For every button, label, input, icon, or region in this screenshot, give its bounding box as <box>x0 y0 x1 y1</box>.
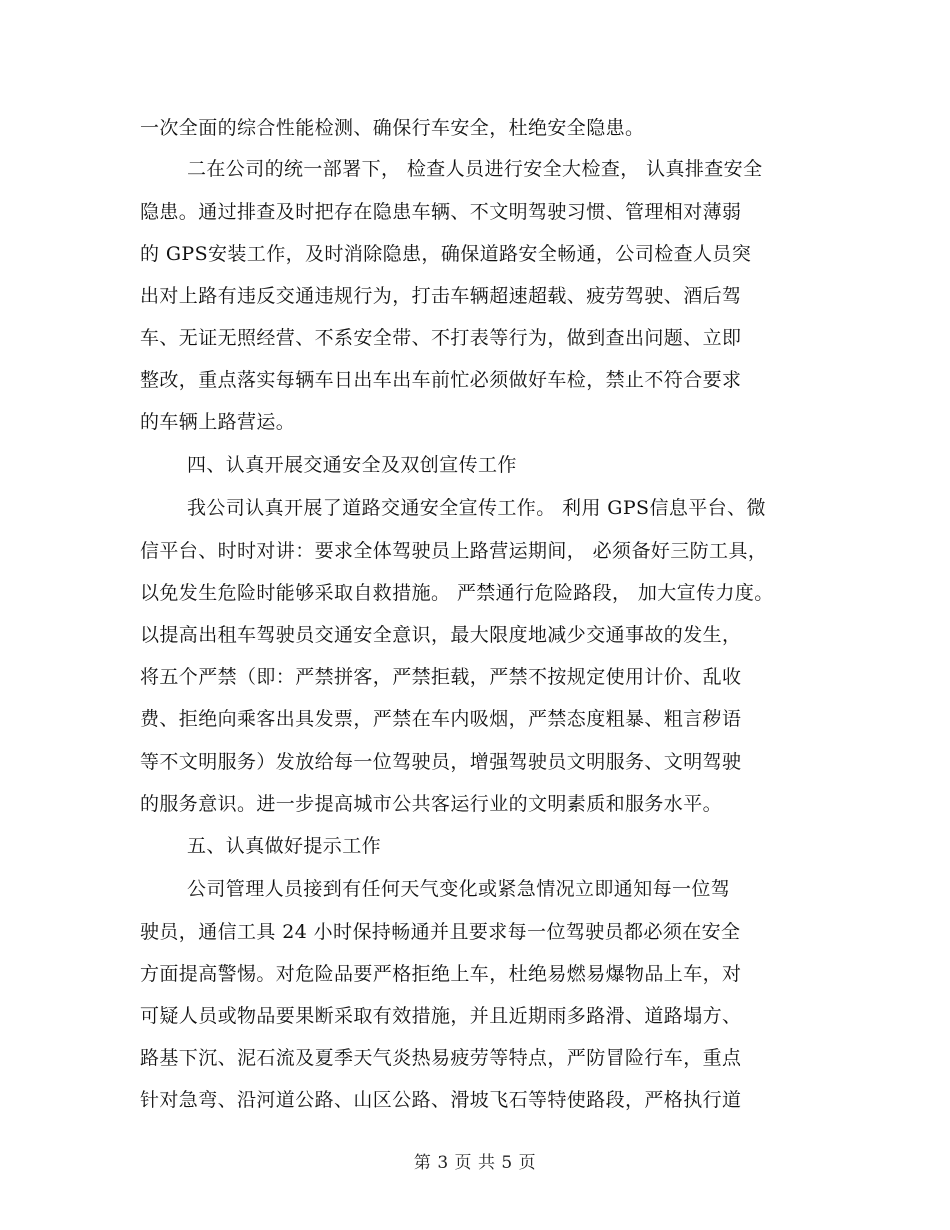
body-text-line: 驶员，通信工具 24 小时保持畅通并且要求每一位驾驶员都必须在安全 <box>140 921 741 943</box>
body-text-line: 车、无证无照经营、不系安全带、不打表等行为，做到查出问题、立即 <box>140 327 742 349</box>
body-text-line: 的服务意识。进一步提高城市公共客运行业的文明素质和服务水平。 <box>140 793 723 815</box>
body-text-line: 二在公司的统一部署下， 检查人员进行安全大检查， 认真排查安全 <box>187 158 763 180</box>
body-text-line: 我公司认真开展了道路交通安全宣传工作。 利用 GPS信息平台、微 <box>187 497 766 519</box>
body-text-line: 公司管理人员接到有任何天气变化或紧急情况立即通知每一位驾 <box>187 878 731 900</box>
body-text-line: 针对急弯、沿河道公路、山区公路、滑坡飞石等特使路段，严格执行道 <box>140 1089 742 1111</box>
body-text-line: 出对上路有违反交通违规行为，打击车辆超速超载、疲劳驾驶、酒后驾 <box>140 285 742 307</box>
body-text-line: 将五个严禁（即：严禁拼客，严禁拒载，严禁不按规定使用计价、乱收 <box>140 666 742 688</box>
body-text-line: 一次全面的综合性能检测、确保行车安全，杜绝安全隐患。 <box>140 117 645 139</box>
section-heading: 五、认真做好提示工作 <box>187 835 382 857</box>
body-text-line: 整改，重点落实每辆车日出车出车前忙必须做好车检，禁止不符合要求 <box>140 369 742 391</box>
body-text-line: 以免发生危险时能够采取自救措施。 严禁通行危险路段， 加大宣传力度。 <box>140 582 774 604</box>
body-text-line: 信平台、时时对讲：要求全体驾驶员上路营运期间， 必须备好三防工具， <box>140 540 768 562</box>
page-number-footer: 第 3 页 共 5 页 <box>413 1153 537 1173</box>
body-text-line: 可疑人员或物品要果断采取有效措施，并且近期雨多路滑、道路塌方、 <box>140 1005 742 1027</box>
body-text-line: 方面提高警惕。对危险品要严格拒绝上车，杜绝易燃易爆物品上车，对 <box>140 963 742 985</box>
body-text-line: 以提高出租车驾驶员交通安全意识，最大限度地减少交通事故的发生， <box>140 624 742 646</box>
section-heading: 四、认真开展交通安全及双创宣传工作 <box>187 454 517 476</box>
body-text-line: 费、拒绝向乘客出具发票，严禁在车内吸烟，严禁态度粗暴、粗言秽语 <box>140 708 742 730</box>
body-text-line: 路基下沉、泥石流及夏季天气炎热易疲劳等特点，严防冒险行车，重点 <box>140 1047 742 1069</box>
body-text-line: 等不文明服务）发放给每一位驾驶员，增强驾驶员文明服务、文明驾驶 <box>140 751 742 773</box>
body-text-line: 的车辆上路营运。 <box>140 411 296 433</box>
body-text-line: 的 GPS安装工作，及时消除隐患，确保道路安全畅通，公司检查人员突 <box>140 243 752 265</box>
body-text-line: 隐患。通过排查及时把存在隐患车辆、不文明驾驶习惯、管理相对薄弱 <box>140 201 742 223</box>
